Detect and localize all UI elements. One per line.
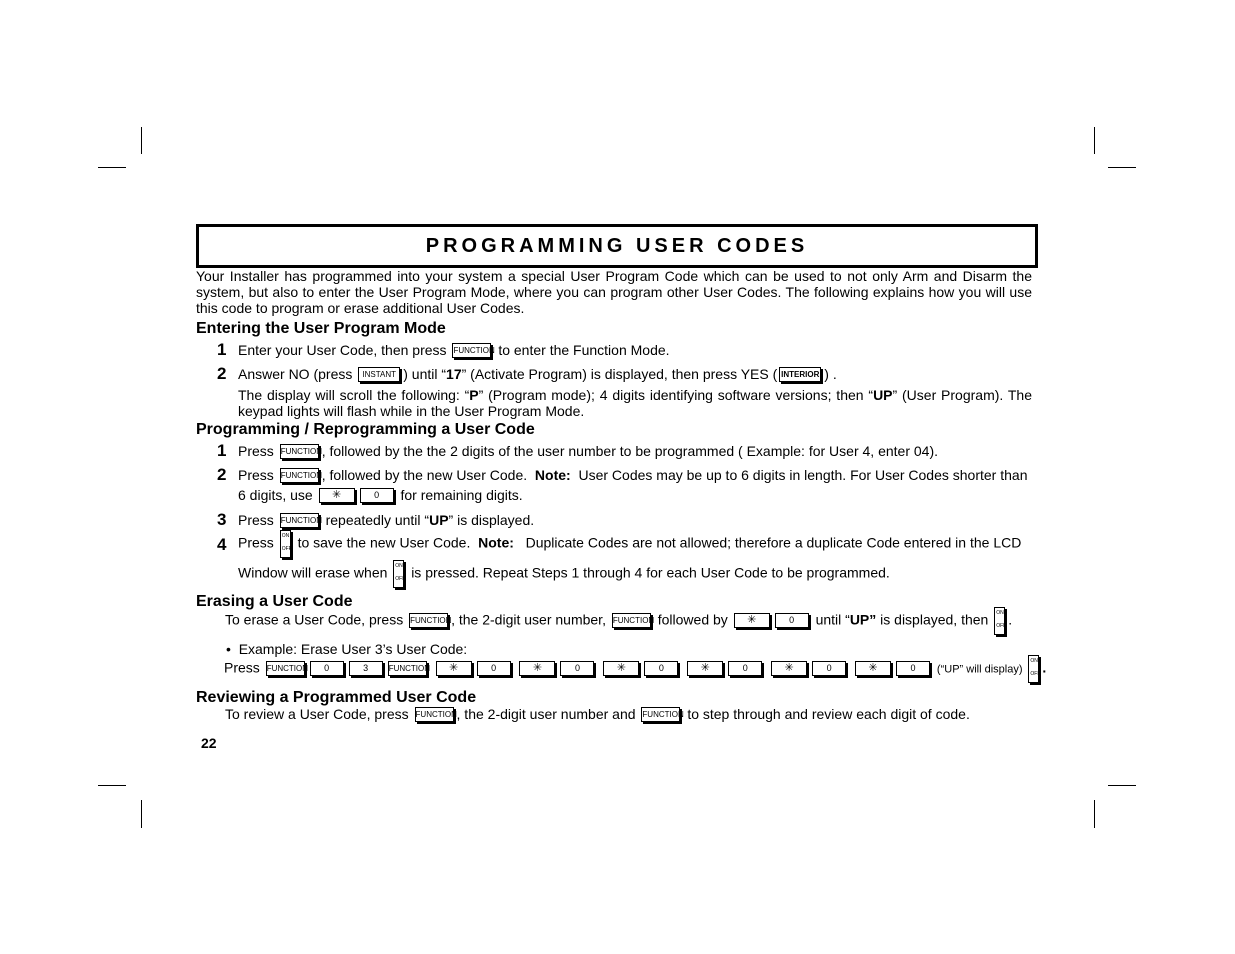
zero-key: 0 (560, 661, 594, 676)
heading-erasing: Erasing a User Code (196, 593, 353, 610)
star-key: ✳ (436, 661, 472, 676)
star-key: ✳ (603, 661, 639, 676)
step-number: 1 (217, 441, 227, 460)
step-number: 2 (217, 465, 227, 484)
programming-step2-cont: 6 digits, use ✳ 0 for remaining digits. (238, 487, 523, 503)
programming-step3: Press FUNCTION repeatedly until “UP” is displayed. (238, 512, 535, 528)
entering-note: The display will scroll the following: “P” (Program mode); 4 digits identifying software versions; then “UP” (User Program). The keypad lights will flash while in the User Program Mode. (238, 387, 1032, 419)
function-key: FUNCTION (388, 661, 427, 676)
crop-mark (1094, 127, 1095, 154)
on-off-key: ON OFF (994, 607, 1005, 635)
three-key: 3 (349, 661, 383, 676)
interior-key: INTERIOR (779, 367, 821, 382)
crop-mark (1094, 800, 1095, 828)
crop-mark (1108, 167, 1136, 168)
zero-key: 0 (644, 661, 678, 676)
zero-key: 0 (896, 661, 930, 676)
reviewing-text: To review a User Code, press FUNCTION, the 2-digit user number and FUNCTION to step through and review each digit of code. (225, 706, 970, 722)
function-key: FUNCTION (641, 707, 680, 722)
function-key: FUNCTION (280, 513, 319, 528)
on-off-key: ON OFF (280, 530, 291, 558)
crop-mark (141, 800, 142, 828)
star-key: ✳ (734, 613, 770, 628)
crop-mark (1108, 785, 1136, 786)
erasing-key-sequence: Press FUNCTION 0 3 FUNCTION ✳ 0 ✳ 0 ✳ 0 ✳ 0 ✳ 0 ✳ 0 (“UP” will display) ON OFF . (224, 655, 1046, 683)
instant-key: INSTANT (358, 367, 400, 382)
page-title-box (196, 224, 1038, 268)
step-number: 2 (217, 364, 227, 383)
programming-step2: Press FUNCTION, followed by the new User Code. Note: User Codes may be up to 6 digits in length. For User Codes shorter than (238, 467, 1028, 483)
on-off-key: ON OFF (393, 560, 404, 588)
intro-paragraph: Your Installer has programmed into your system a special User Program Code which can be used to not only Arm and Disarm the system, but also to enter the User Program Mode, where you can program other User Codes. The following explains how you will use this code to program or erase additional User Codes. (196, 268, 1032, 316)
zero-key: 0 (812, 661, 846, 676)
heading-entering: Entering the User Program Mode (196, 320, 446, 337)
zero-key: 0 (775, 613, 809, 628)
function-key: FUNCTION (452, 343, 491, 358)
programming-step4: Press ON OFF to save the new User Code. Note: Duplicate Codes are not allowed; therefore a duplicate Code entered in the LCD (238, 530, 1021, 558)
function-key: FUNCTION (415, 707, 454, 722)
function-key: FUNCTION (280, 444, 319, 459)
crop-mark (141, 127, 142, 154)
zero-key: 0 (477, 661, 511, 676)
page-title: PROGRAMMING USER CODES (425, 235, 809, 257)
on-off-key: ON OFF (1028, 655, 1039, 683)
step-number: 1 (217, 340, 227, 359)
step-number: 3 (217, 510, 227, 529)
programming-step4-cont: Window will erase when ON OFF is pressed. Repeat Steps 1 through 4 for each User Code to be programmed. (238, 560, 890, 588)
programming-step1: Press FUNCTION, followed by the the 2 digits of the user number to be programmed ( Example: for User 4, enter 04). (238, 443, 938, 459)
erasing-text: To erase a User Code, press FUNCTION, the 2-digit user number, FUNCTION followed by ✳ 0 until “UP” is displayed, then ON OFF . (225, 607, 1012, 635)
function-key: FUNCTION (280, 468, 319, 483)
function-key: FUNCTION (612, 613, 651, 628)
zero-key: 0 (310, 661, 344, 676)
bullet: • (226, 641, 231, 657)
star-key: ✳ (319, 488, 355, 503)
page-number: 22 (201, 735, 217, 751)
star-key: ✳ (855, 661, 891, 676)
star-key: ✳ (771, 661, 807, 676)
zero-key: 0 (360, 488, 394, 503)
crop-mark (98, 167, 126, 168)
zero-key: 0 (728, 661, 762, 676)
entering-step1: Enter your User Code, then press FUNCTION to enter the Function Mode. (238, 342, 670, 358)
erasing-example: • Example: Erase User 3’s User Code: (226, 641, 468, 657)
entering-step2: Answer NO (press INSTANT ) until “17” (Activate Program) is displayed, then press YES ( INTERIOR ) . (238, 366, 837, 382)
heading-programming: Programming / Reprogramming a User Code (196, 421, 535, 438)
function-key: FUNCTION (266, 661, 305, 676)
function-key: FUNCTION (409, 613, 448, 628)
star-key: ✳ (687, 661, 723, 676)
heading-reviewing: Reviewing a Programmed User Code (196, 689, 477, 706)
star-key: ✳ (519, 661, 555, 676)
step-number: 4 (217, 535, 227, 554)
crop-mark (98, 785, 126, 786)
